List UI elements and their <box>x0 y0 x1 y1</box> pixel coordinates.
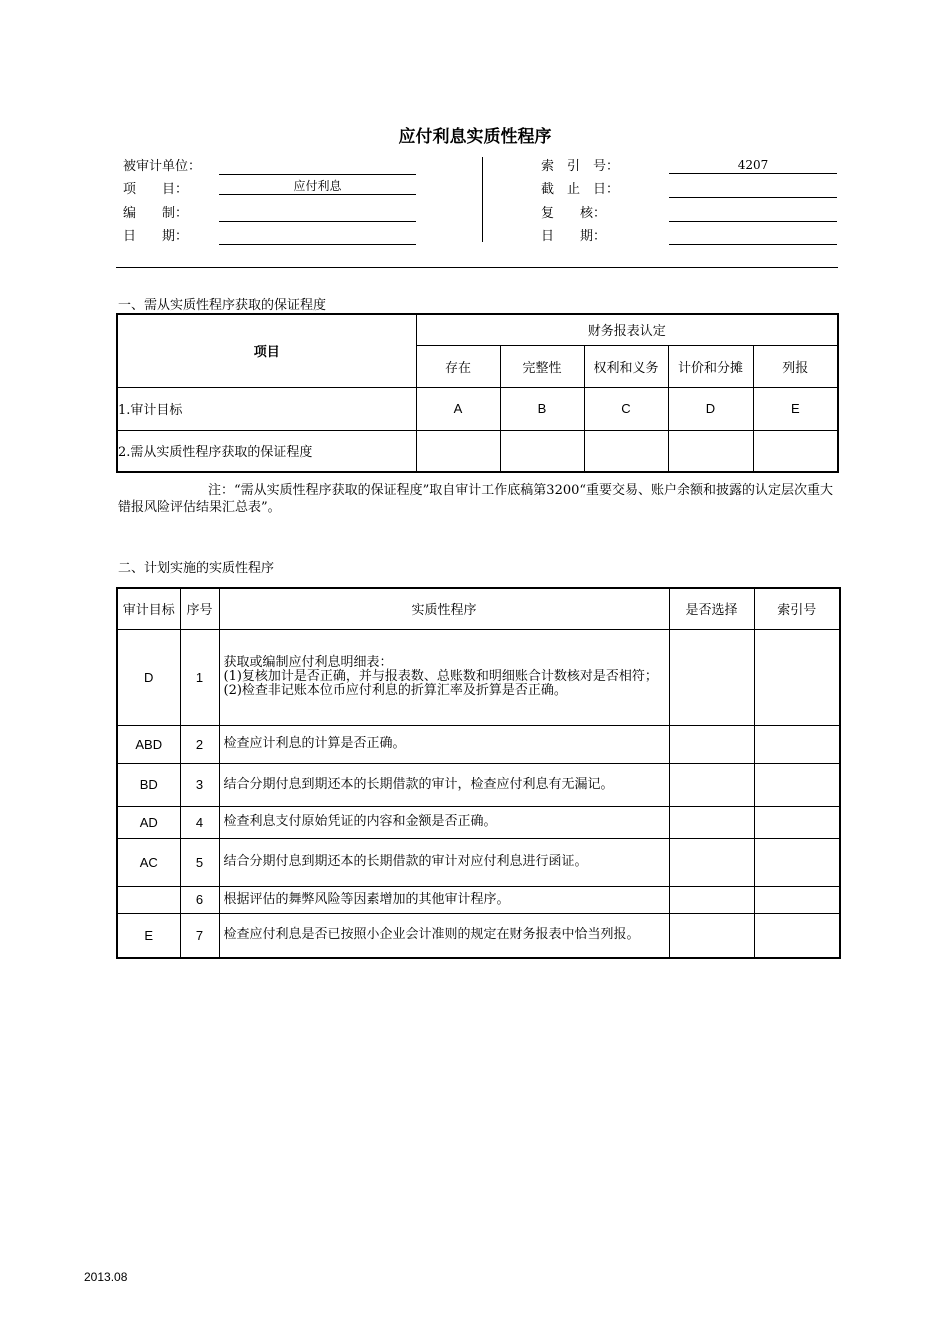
header-rule <box>116 267 838 268</box>
header-selected: 是否选择 <box>669 588 754 629</box>
page-title: 应付利息实质性程序 <box>398 127 552 147</box>
proc-select-cell[interactable] <box>669 886 754 913</box>
section1-note: 注：“需从实质性程序获取的保证程度”取自审计工作底稿第3200“重要交易、账户余额和披露的认定层次重大错报风险评估结果汇总表”。 <box>118 483 834 515</box>
assurance-table <box>116 313 839 473</box>
item-field[interactable]: 应付利息 <box>219 178 416 195</box>
proc-select-cell[interactable] <box>669 763 754 806</box>
assurance-cell[interactable] <box>500 430 584 472</box>
preparer-label: 编 制： <box>123 206 189 221</box>
proc-text: 结合分期付息到期还本的长期借款的审计对应付利息进行函证。 <box>219 838 669 886</box>
proc-goal: BD <box>117 763 180 806</box>
proc-text: 检查应计利息的计算是否正确。 <box>219 725 669 763</box>
date-label-left: 日 期： <box>123 229 189 244</box>
date-field-right[interactable] <box>669 228 837 245</box>
proc-no: 4 <box>180 806 219 838</box>
header-no: 序号 <box>180 588 219 629</box>
proc-index-cell[interactable] <box>754 629 840 725</box>
header-divider <box>482 157 483 242</box>
proc-select-cell[interactable] <box>669 629 754 725</box>
procedures-table <box>116 587 841 959</box>
assertion-group-header: 财务报表认定 <box>416 314 838 345</box>
assertion-rights-obligations: 权利和义务 <box>584 345 668 387</box>
assurance-cell[interactable] <box>584 430 668 472</box>
item-header: 项目 <box>117 314 416 387</box>
proc-text: 检查利息支付原始凭证的内容和金额是否正确。 <box>219 806 669 838</box>
proc-text: 获取或编制应付利息明细表： (1)复核加计是否正确，并与报表数、总账数和明细账合计数核对是否相符； (2)检查非记账本位币应付利息的折算汇率及折算是否正确。 <box>219 629 669 725</box>
reviewer-label: 复 核： <box>541 206 607 221</box>
section1-heading: 一、需从实质性程序获取的保证程度 <box>118 298 327 313</box>
proc-index-cell[interactable] <box>754 838 840 886</box>
proc-index-cell[interactable] <box>754 806 840 838</box>
proc-goal: ABD <box>117 725 180 763</box>
objective-cell: B <box>500 387 584 430</box>
preparer-field[interactable] <box>219 205 416 222</box>
row-assurance-level: 2.需从实质性程序获取的保证程度 <box>117 430 416 472</box>
proc-no: 6 <box>180 886 219 913</box>
proc-goal <box>117 886 180 913</box>
assurance-cell[interactable] <box>668 430 753 472</box>
proc-no: 5 <box>180 838 219 886</box>
proc-index-cell[interactable] <box>754 763 840 806</box>
index-label: 索 引 号： <box>541 159 620 174</box>
proc-index-cell[interactable] <box>754 886 840 913</box>
proc-select-cell[interactable] <box>669 806 754 838</box>
objective-cell: A <box>416 387 500 430</box>
index-field[interactable]: 4207 <box>669 157 837 174</box>
proc-goal: D <box>117 629 180 725</box>
proc-goal: AC <box>117 838 180 886</box>
assertion-valuation: 计价和分摊 <box>668 345 753 387</box>
cutoff-label: 截 止 日： <box>541 182 620 197</box>
client-label: 被审计单位： <box>123 159 202 174</box>
proc-select-cell[interactable] <box>669 725 754 763</box>
item-label: 项 目： <box>123 182 189 197</box>
header-goal: 审计目标 <box>117 588 180 629</box>
proc-no: 2 <box>180 725 219 763</box>
proc-select-cell[interactable] <box>669 838 754 886</box>
proc-text: 根据评估的舞弊风险等因素增加的其他审计程序。 <box>219 886 669 913</box>
proc-select-cell[interactable] <box>669 913 754 958</box>
objective-cell: C <box>584 387 668 430</box>
proc-no: 3 <box>180 763 219 806</box>
proc-index-cell[interactable] <box>754 913 840 958</box>
proc-goal: E <box>117 913 180 958</box>
header-procedure: 实质性程序 <box>219 588 669 629</box>
client-field[interactable] <box>219 158 416 175</box>
assertion-existence: 存在 <box>416 345 500 387</box>
section2-heading: 二、计划实施的实质性程序 <box>118 561 275 576</box>
reviewer-field[interactable] <box>669 205 837 222</box>
assurance-cell[interactable] <box>753 430 838 472</box>
date-field-left[interactable] <box>219 228 416 245</box>
proc-goal: AD <box>117 806 180 838</box>
proc-text: 检查应付利息是否已按照小企业会计准则的规定在财务报表中恰当列报。 <box>219 913 669 958</box>
date-label-right: 日 期： <box>541 229 607 244</box>
assurance-cell[interactable] <box>416 430 500 472</box>
assertion-completeness: 完整性 <box>500 345 584 387</box>
cutoff-field[interactable] <box>669 181 837 198</box>
row-audit-objective: 1.审计目标 <box>117 387 416 430</box>
proc-no: 1 <box>180 629 219 725</box>
footer-version: 2013.08 <box>84 1270 128 1284</box>
assertion-presentation: 列报 <box>753 345 838 387</box>
proc-text: 结合分期付息到期还本的长期借款的审计，检查应付利息有无漏记。 <box>219 763 669 806</box>
objective-cell: D <box>668 387 753 430</box>
proc-no: 7 <box>180 913 219 958</box>
proc-index-cell[interactable] <box>754 725 840 763</box>
objective-cell: E <box>753 387 838 430</box>
header-index: 索引号 <box>754 588 840 629</box>
